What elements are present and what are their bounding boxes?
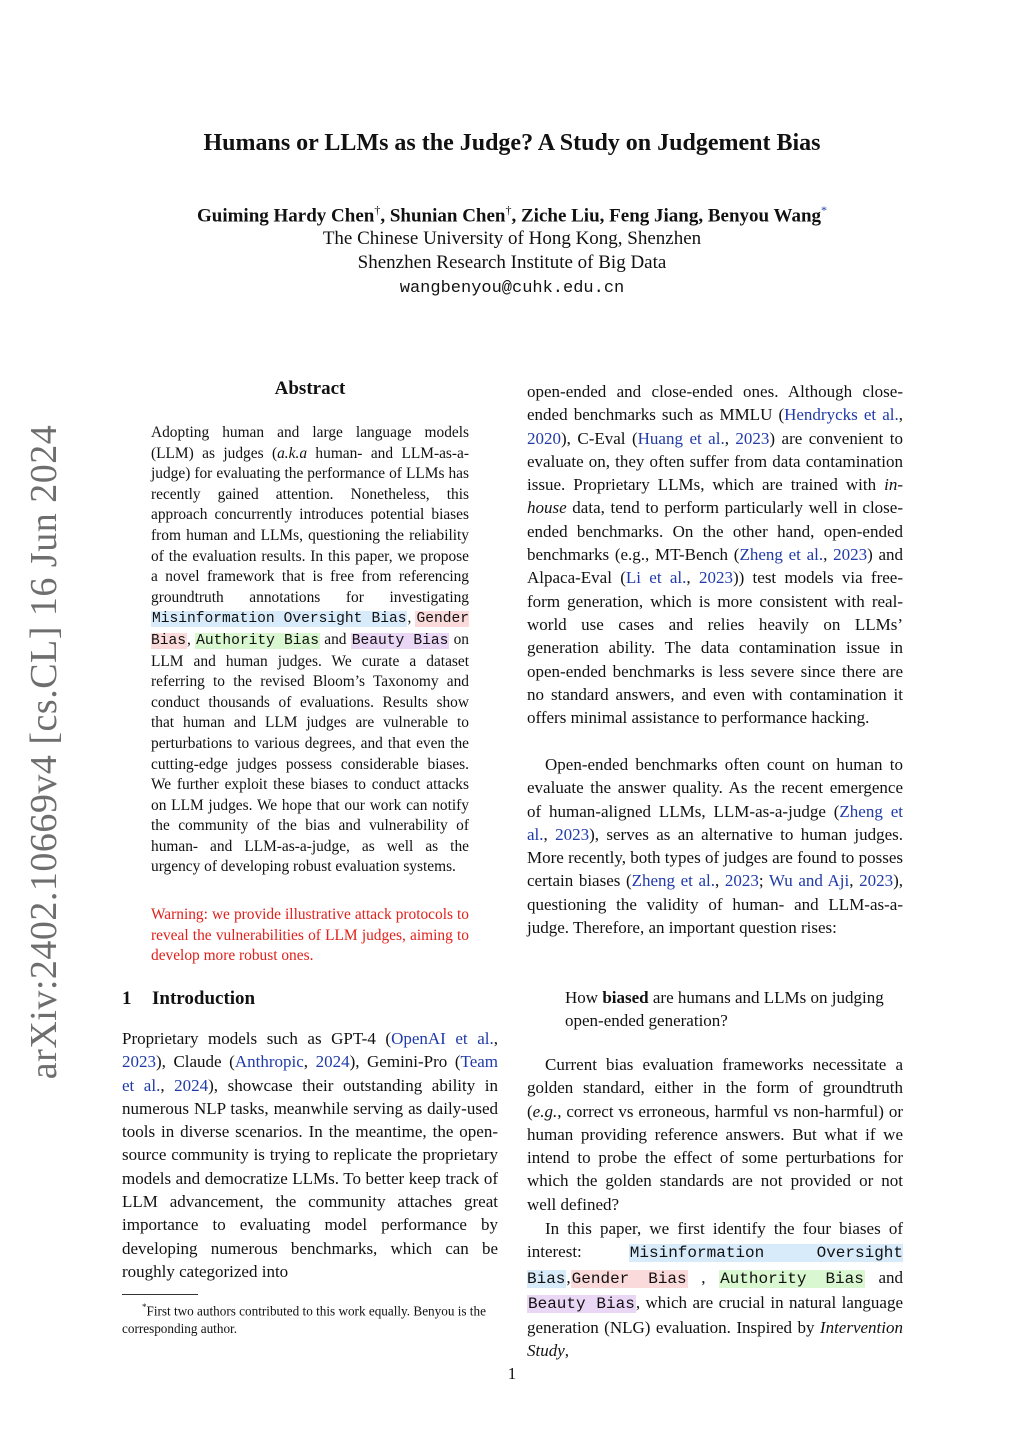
citation-year-link[interactable]: 2023 (555, 824, 590, 844)
citation-year-link[interactable]: 2023 (735, 428, 770, 448)
citation-link[interactable]: Wu and Aji (768, 871, 850, 891)
right-paragraph: Open-ended benchmarks often count on human to evaluate the answer quality. As the recent emergence of human-aligned LLMs, LLM-as-a-judge (Zheng et al., 2023), serves as an alternative to human judges. More recently, both types of judges are found to posses certain biases (Zheng et al., 2023; Wu and Aji, 2023), questioning the validity of human- and LLM-as-a-judge. Therefore, an important question rises: (527, 755, 904, 938)
abstract-heading: Abstract (274, 378, 346, 399)
citation-year-link[interactable]: 2024 (315, 1052, 350, 1072)
footnote-rule (122, 1294, 198, 1295)
intro-paragraph: Proprietary models such as GPT-4 (OpenAI et al., 2023), Claude (Anthropic, 2024), Gemini-Pro (Team et al., 2024), showcase their outstanding ability in numerous NLP tasks, meanwhile serving as daily-used tools in diverse scenarios. In the meantime, the open-source community is trying to replicate the proprietary models and democratize LLMs. To better keep track of LLM advancement, the community attaches great importance to evaluating model performance by developing numerous benchmarks, which can be roughly categorized into (122, 1029, 499, 1281)
citation-link[interactable]: Huang et al. (637, 428, 725, 448)
citation-year-link[interactable]: 2024 (174, 1075, 209, 1095)
citation-link[interactable]: Team et al. (122, 1052, 499, 1095)
beauty-bias-tag: Beauty Bias (528, 1294, 635, 1313)
citation-link[interactable]: Zheng et al. (739, 545, 824, 565)
citation-year-link[interactable]: 2023 (833, 545, 868, 565)
citation-link[interactable]: Zheng et al. (631, 871, 716, 891)
citation-year-link[interactable]: 2020 (527, 428, 561, 448)
author-name: Guiming Hardy Chen (196, 205, 375, 227)
authority-bias-tag: Authority Bias (196, 632, 320, 649)
affiliation: The Chinese University of Hong Kong, Shenzhen (322, 228, 702, 249)
right-paragraph: Current bias evaluation frameworks necessitate a golden standard, either in the form of groundtruth (e.g., correct vs erroneous, harmful vs non-harmful) or human providing reference answers. But what if we intend to probe the effect of some perturbations for which the golden standards are not provided or not well defined? (527, 1055, 903, 1214)
author-name: , Shunian Chen (380, 205, 506, 227)
author-list (0, 203, 1024, 227)
gender-bias-tag: Gender Bias (571, 1269, 687, 1288)
right-paragraph: In this paper, we first identify the four biases of interest: Misinformation Oversight Bias,Gender Bias , Authority Bias and Beauty Bias, which are crucial in natural language generation (NLG) evaluation. Inspired by Intervention Study, (527, 1219, 904, 1361)
beauty-bias-tag: Beauty Bias (351, 632, 449, 649)
footnote: *First two authors contributed to this work equally. Benyou is the corresponding author. (122, 1302, 486, 1336)
section-heading: 1 Introduction (122, 988, 256, 1009)
author-email[interactable]: wangbenyou@cuhk.edu.cn (399, 279, 625, 298)
authority-bias-tag: Authority Bias (720, 1269, 864, 1288)
citation-link[interactable]: Li et al. (625, 568, 687, 588)
gender-bias-tag: Gender Bias (151, 611, 469, 649)
equal-contribution-mark: † (505, 203, 512, 217)
warning-note: Warning: we provide illustrative attack protocols to reveal the vulnerabilities of LLM judges, aiming to develop more robust ones. (151, 906, 469, 965)
page-number: 1 (507, 1364, 517, 1383)
citation-link[interactable]: OpenAI et al. (391, 1029, 494, 1048)
citation-link[interactable]: Anthropic (234, 1052, 304, 1072)
arxiv-identifier: arXiv:2402.10669v4 [cs.CL] 16 Jun 2024 (23, 424, 65, 1080)
research-question: How biased are humans and LLMs on judging open-ended generation? (565, 988, 884, 1031)
citation-year-link[interactable]: 2023 (122, 1052, 156, 1072)
citation-year-link[interactable]: 2023 (859, 871, 894, 891)
misinformation-bias-tag: Misinformation Oversight Bias (152, 611, 407, 628)
paper-title: Humans or LLMs as the Judge? A Study on Judgement Bias (203, 130, 821, 156)
citation-year-link[interactable]: 2023 (724, 871, 759, 891)
equal-contribution-mark: † (374, 203, 381, 217)
author-names: , Ziche Liu, Feng Jiang, Benyou Wang (511, 205, 822, 227)
abstract-body: Adopting human and large language models (LLM) as judges (a.k.a human- and LLM-as-a-judge) for evaluating the performance of LLMs has recently gained attention. Nonetheless, this approach concurrently introduces potential biases from human and LLMs, questioning the reliability of the evaluation results. In this paper, we propose a novel framework that is free from referencing groundtruth annotations for investigating Misinformation Oversight Bias, Gender Bias, Authority Bias and Beauty Bias on LLM and human judges. We curate a dataset referring to the revised Bloom’s Taxonomy and conduct thousands of evaluations. Results show that human and LLM judges are vulnerable to perturbations to various degrees, and that even the cutting-edge judges possess considerable biases. We further exploit these biases to conduct attacks on LLM judges. We hope that our work can notify the community of the bias and vulnerability of human- and LLM-as-a-judge, as well as the urgency of developing robust evaluation systems. (151, 424, 470, 876)
affiliation: Shenzhen Research Institute of Big Data (357, 252, 667, 273)
citation-link[interactable]: Hendrycks et al. (784, 405, 899, 425)
right-paragraph: open-ended and close-ended ones. Although close-ended benchmarks such as MMLU (Hendrycks et al., 2020), C-Eval (Huang et al., 2023) are convenient to evaluate on, they often suffer from data contamination issue. Proprietary LLMs, which are trained with in-house data, tend to perform particularly well in close-ended benchmarks. On the other hand, open-ended benchmarks (e.g., MT-Bench (Zheng et al., 2023) and Alpaca-Eval (Li et al., 2023)) test models via free-form generation, which is more consistent with real-world use cases and relies heavily on LLMs’ generation ability. The data contamination issue in open-ended benchmarks is less severe since there are no standard answers, and even with contamination it offers minimal assistance to performance hacking. (527, 382, 904, 728)
misinformation-bias-tag: Misinformation Oversight Bias (527, 1244, 904, 1288)
citation-link[interactable]: Zheng et al. (527, 801, 904, 844)
citation-year-link[interactable]: 2023 (698, 568, 733, 588)
footnote-link[interactable]: * (821, 203, 828, 217)
